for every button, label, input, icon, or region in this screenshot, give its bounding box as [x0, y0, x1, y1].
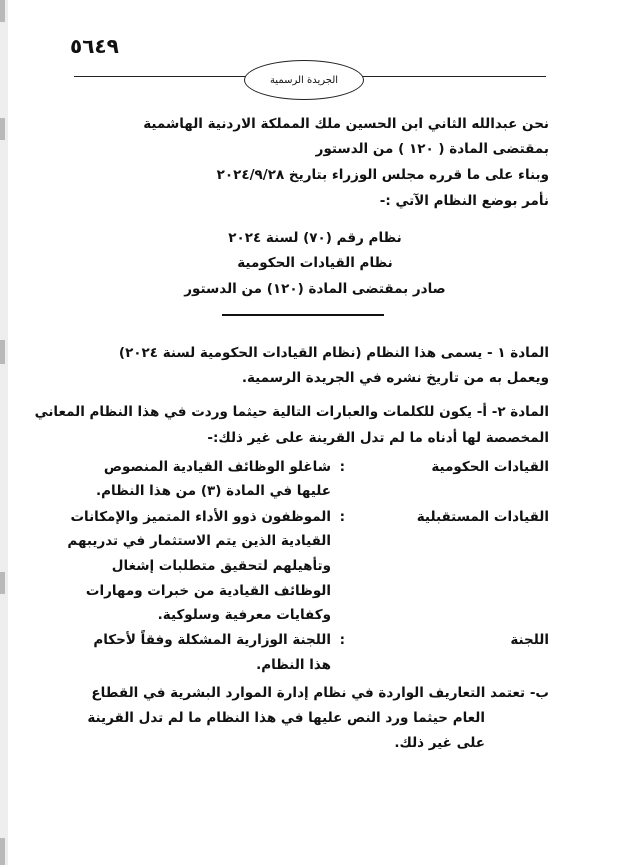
definition-text-line: وتأهيلهم لتحقيق متطلبات إشغال [111, 558, 331, 574]
regulation-number: نظام رقم (٧٠) لسنة ٢٠٢٤ [228, 230, 402, 246]
definition-colon: : [339, 632, 345, 648]
definition-term-committee: اللجنة [510, 632, 549, 648]
definition-colon: : [339, 459, 345, 475]
definition-text-line: اللجنة الوزارية المشكلة وفقاً لأحكام [93, 632, 331, 648]
page-number: ٥٦٤٩ [70, 34, 119, 58]
clause-b-line-3: على غير ذلك. [394, 735, 485, 751]
definition-text-line: وكفايات معرفية وسلوكية. [157, 607, 331, 623]
definition-text-line: الموظفون ذوو الأداء المتميز والإمكانات [70, 509, 331, 525]
definition-colon: : [339, 509, 345, 525]
definition-text-line: هذا النظام. [256, 657, 331, 673]
preamble-line-2: بمقتضى المادة ( ١٢٠ ) من الدستور [315, 141, 549, 157]
definition-text-line: القيادية الذين يتم الاستثمار في تدريبهم [67, 533, 331, 549]
article-2-intro-line-2: المخصصة لها أدناه ما لم تدل القرينة على غير ذلك:- [207, 430, 549, 446]
gazette-masthead-seal: الجريدة الرسمية [244, 60, 364, 100]
clause-b-line-1: ب- تعتمد التعاريف الواردة في نظام إدارة الموارد البشرية في القطاع [91, 685, 549, 701]
regulation-basis: صادر بمقتضى المادة (١٢٠) من الدستور [184, 281, 446, 297]
article-1-line-1: المادة ١ - يسمى هذا النظام (نظام القيادات الحكومية لسنة ٢٠٢٤) [118, 345, 549, 361]
preamble-line-4: نأمر بوضع النظام الآتي :- [379, 193, 549, 209]
definition-text-line: شاغلو الوظائف القيادية المنصوص [103, 459, 331, 475]
definition-term-future-leaderships: القيادات المستقبلية [416, 509, 549, 525]
definition-term-government-leaderships: القيادات الحكومية [431, 459, 549, 475]
clause-b-line-2: العام حيثما ورد النص عليها في هذا النظام ما لم تدل القرينة [87, 710, 485, 726]
title-underline [222, 314, 384, 316]
preamble-line-1: نحن عبدالله الثاني ابن الحسين ملك المملكة الاردنية الهاشمية [143, 116, 549, 132]
definition-text-line: عليها في المادة (٣) من هذا النظام. [96, 483, 331, 499]
article-1-line-2: ويعمل به من تاريخ نشره في الجريدة الرسمية. [241, 370, 549, 386]
regulation-name: نظام القيادات الحكومية [237, 255, 393, 271]
definition-text-line: الوظائف القيادية من خبرات ومهارات [85, 583, 331, 599]
scan-gutter [0, 0, 8, 865]
article-2-intro-line-1: المادة ٢- أ- يكون للكلمات والعبارات التالية حيثما وردت في هذا النظام المعاني [34, 404, 549, 420]
preamble-line-3: وبناء على ما قرره مجلس الوزراء بتاريخ ٢٠٢٤/٩/٢٨ [216, 167, 549, 183]
